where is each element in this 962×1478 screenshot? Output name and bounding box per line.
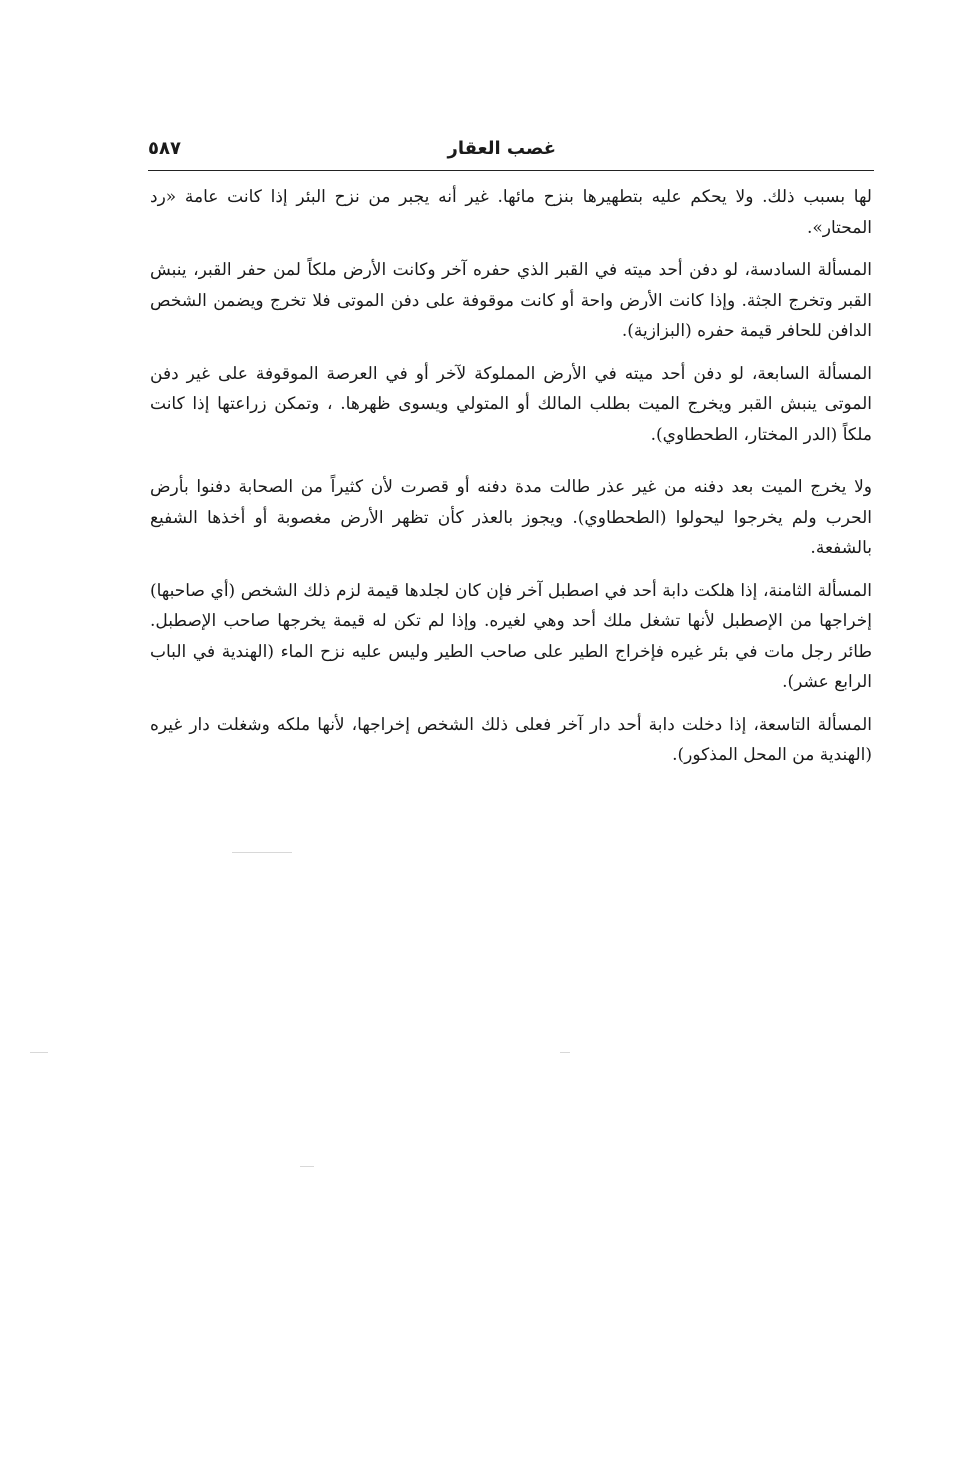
running-title: غصب العقار (447, 138, 556, 159)
page-number: ٥٨٧ (148, 138, 181, 159)
paragraph: لها بسبب ذلك. ولا يحكم عليه بتطهيرها بنزح مائها. غير أنه يجبر من نزح البئر إذا كانت عامة «رد المحتار». (150, 187, 872, 238)
scan-artifact (300, 1166, 314, 1167)
paragraph: المسألة السادسة، لو دفن أحد ميته في القبر الذي حفره آخر وكانت الأرض ملكاً لمن حفر القبر، ينبش القبر وتخرج الجثة. وإذا كانت الأرض واحة أو كانت موقوفة على دفن الموتى فلا تخرج ويضمن الشخص الدافن للحافر قيمة حفره (البزازية). (150, 260, 872, 341)
page-header (148, 136, 872, 166)
body-text (150, 182, 872, 783)
paragraph: المسألة الثامنة، إذا هلكت دابة أحد في اصطبل آخر فإن كان لجلدها قيمة لزم ذلك الشخص (أي صاحبها) إخراجها من الإصطبل لأنها تشغل ملك أحد وهي لغيره. وإذا لم تكن له قيمة يخرجها صاحب الإصطبل. طائر رجل مات في بئر غيره فإخراج الطير على صاحب الطير وليس عليه نزح الماء (الهندية في الباب الرابع عشر). (150, 580, 872, 692)
header-rule (148, 170, 874, 171)
paragraph: المسألة التاسعة، إذا دخلت دابة أحد دار آخر فعلى ذلك الشخص إخراجها، لأنها ملكه وشغلت دار غيره (الهندية من المحل المذكور). (150, 714, 872, 765)
scan-artifact (232, 852, 292, 853)
paragraph: ولا يخرج الميت بعد دفنه من غير عذر طالت مدة دفنه أو قصرت لأن كثيراً من الصحابة دفنوا بأرض الحرب ولم يخرجوا ليحولوا (الطحطاوي). ويجوز بالعذر كأن تظهر الأرض مغصوبة أو أخذها الشفيع بالشفعة. (150, 477, 872, 558)
paragraph: المسألة السابعة، لو دفن أحد ميته في الأرض المملوكة لآخر أو في العرصة الموقوفة على غير دفن الموتى ينبش القبر ويخرج الميت بطلب المالك أو المتولي ويسوى ظهرها. ، وتمكن زراعتها إذا كانت ملكاً (الدر المختار، الطحطاوي). (150, 363, 872, 445)
scan-artifact (560, 1052, 570, 1053)
scan-artifact (30, 1052, 48, 1053)
